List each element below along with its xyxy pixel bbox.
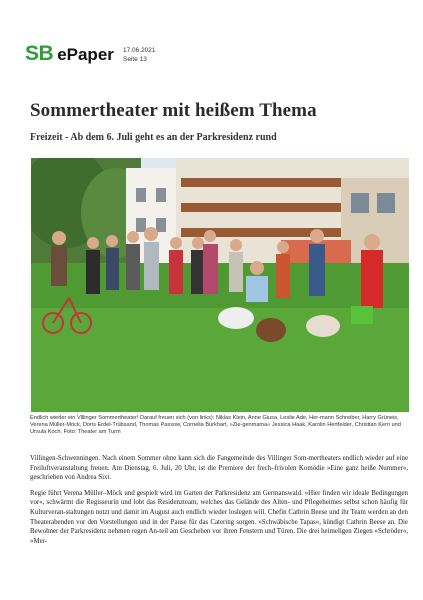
article-body (30, 454, 408, 552)
photo-illustration (31, 158, 409, 412)
issue-date: 17.06.2021 (123, 47, 156, 54)
logo-epaper-text: ePaper (57, 45, 114, 64)
photo-caption: Endlich wieder ein Villinger Sommertheater! Darauf freuen sich (von links): Niklas Klein, Anne Giusa, Leslie Ade, Her-mann Schreiber, Harry Grüneis, Verena Müller-Möck, Doris Erdel-Trübsand, Thomas Passow, Cornelia Burkhart, »Zie-genmama« Jessica Haak, Karolin Hertfelder, Christian Kern und Ursula Koch. Foto: Theater am Turm (30, 415, 401, 436)
sb-epaper-logo[interactable] (25, 43, 114, 64)
header (25, 43, 405, 69)
issue-page: Seite 13 (123, 56, 147, 63)
article-subtitle: Freizeit - Ab dem 6. Juli geht es an der Parkresidenz rund (30, 132, 277, 143)
logo-sb-text: SB (25, 42, 54, 65)
issue-meta (123, 46, 156, 64)
article-photo (31, 158, 409, 412)
article-title: Sommertheater mit heißem Thema (30, 100, 317, 121)
article-paragraph-1: Villingen-Schwenningen. Nach einem Sommer ohne kann sich die Fangemeinde des Villinger Som-mertheaters endlich wieder auf eine Freiluftveranstaltung freuen. Am Dienstag, 6. Juli, 20 Uhr, ist die Premiere der frech–frivolen Komödie »Eine ganz heiße Nummer«, geschrieben von Andrea Sixt. (30, 455, 408, 482)
article-paragraph-2: Regie führt Verena Müller–Möck und gespielt wird im Garten der Parkresidenz am Germanswald. »Hier finden wir ideale Bedingungen vor«, schwärmt die Regisseurin und lobt das Residenzteam, welches das Gelände des Alten- und Pflegeheimes selbst schon häufig für Kulturveran-staltungen nutzt und damit im August auch endlich wieder loslegen will. Chefin Cathrin Beese und ihr Team werden an den Theaterabenden vor den Vorstellungen und in der Pause für das Catering sorgen. »Schwäbische Tapas«, kündigt Cathrin Beese an. Die Bewohner der Parkresidenz nehmen regen An-teil am Geschehen vor ihren Fenstern und Türen. Die drei heimeligen Ziegen »Schröder«, »Mer- (30, 489, 408, 545)
